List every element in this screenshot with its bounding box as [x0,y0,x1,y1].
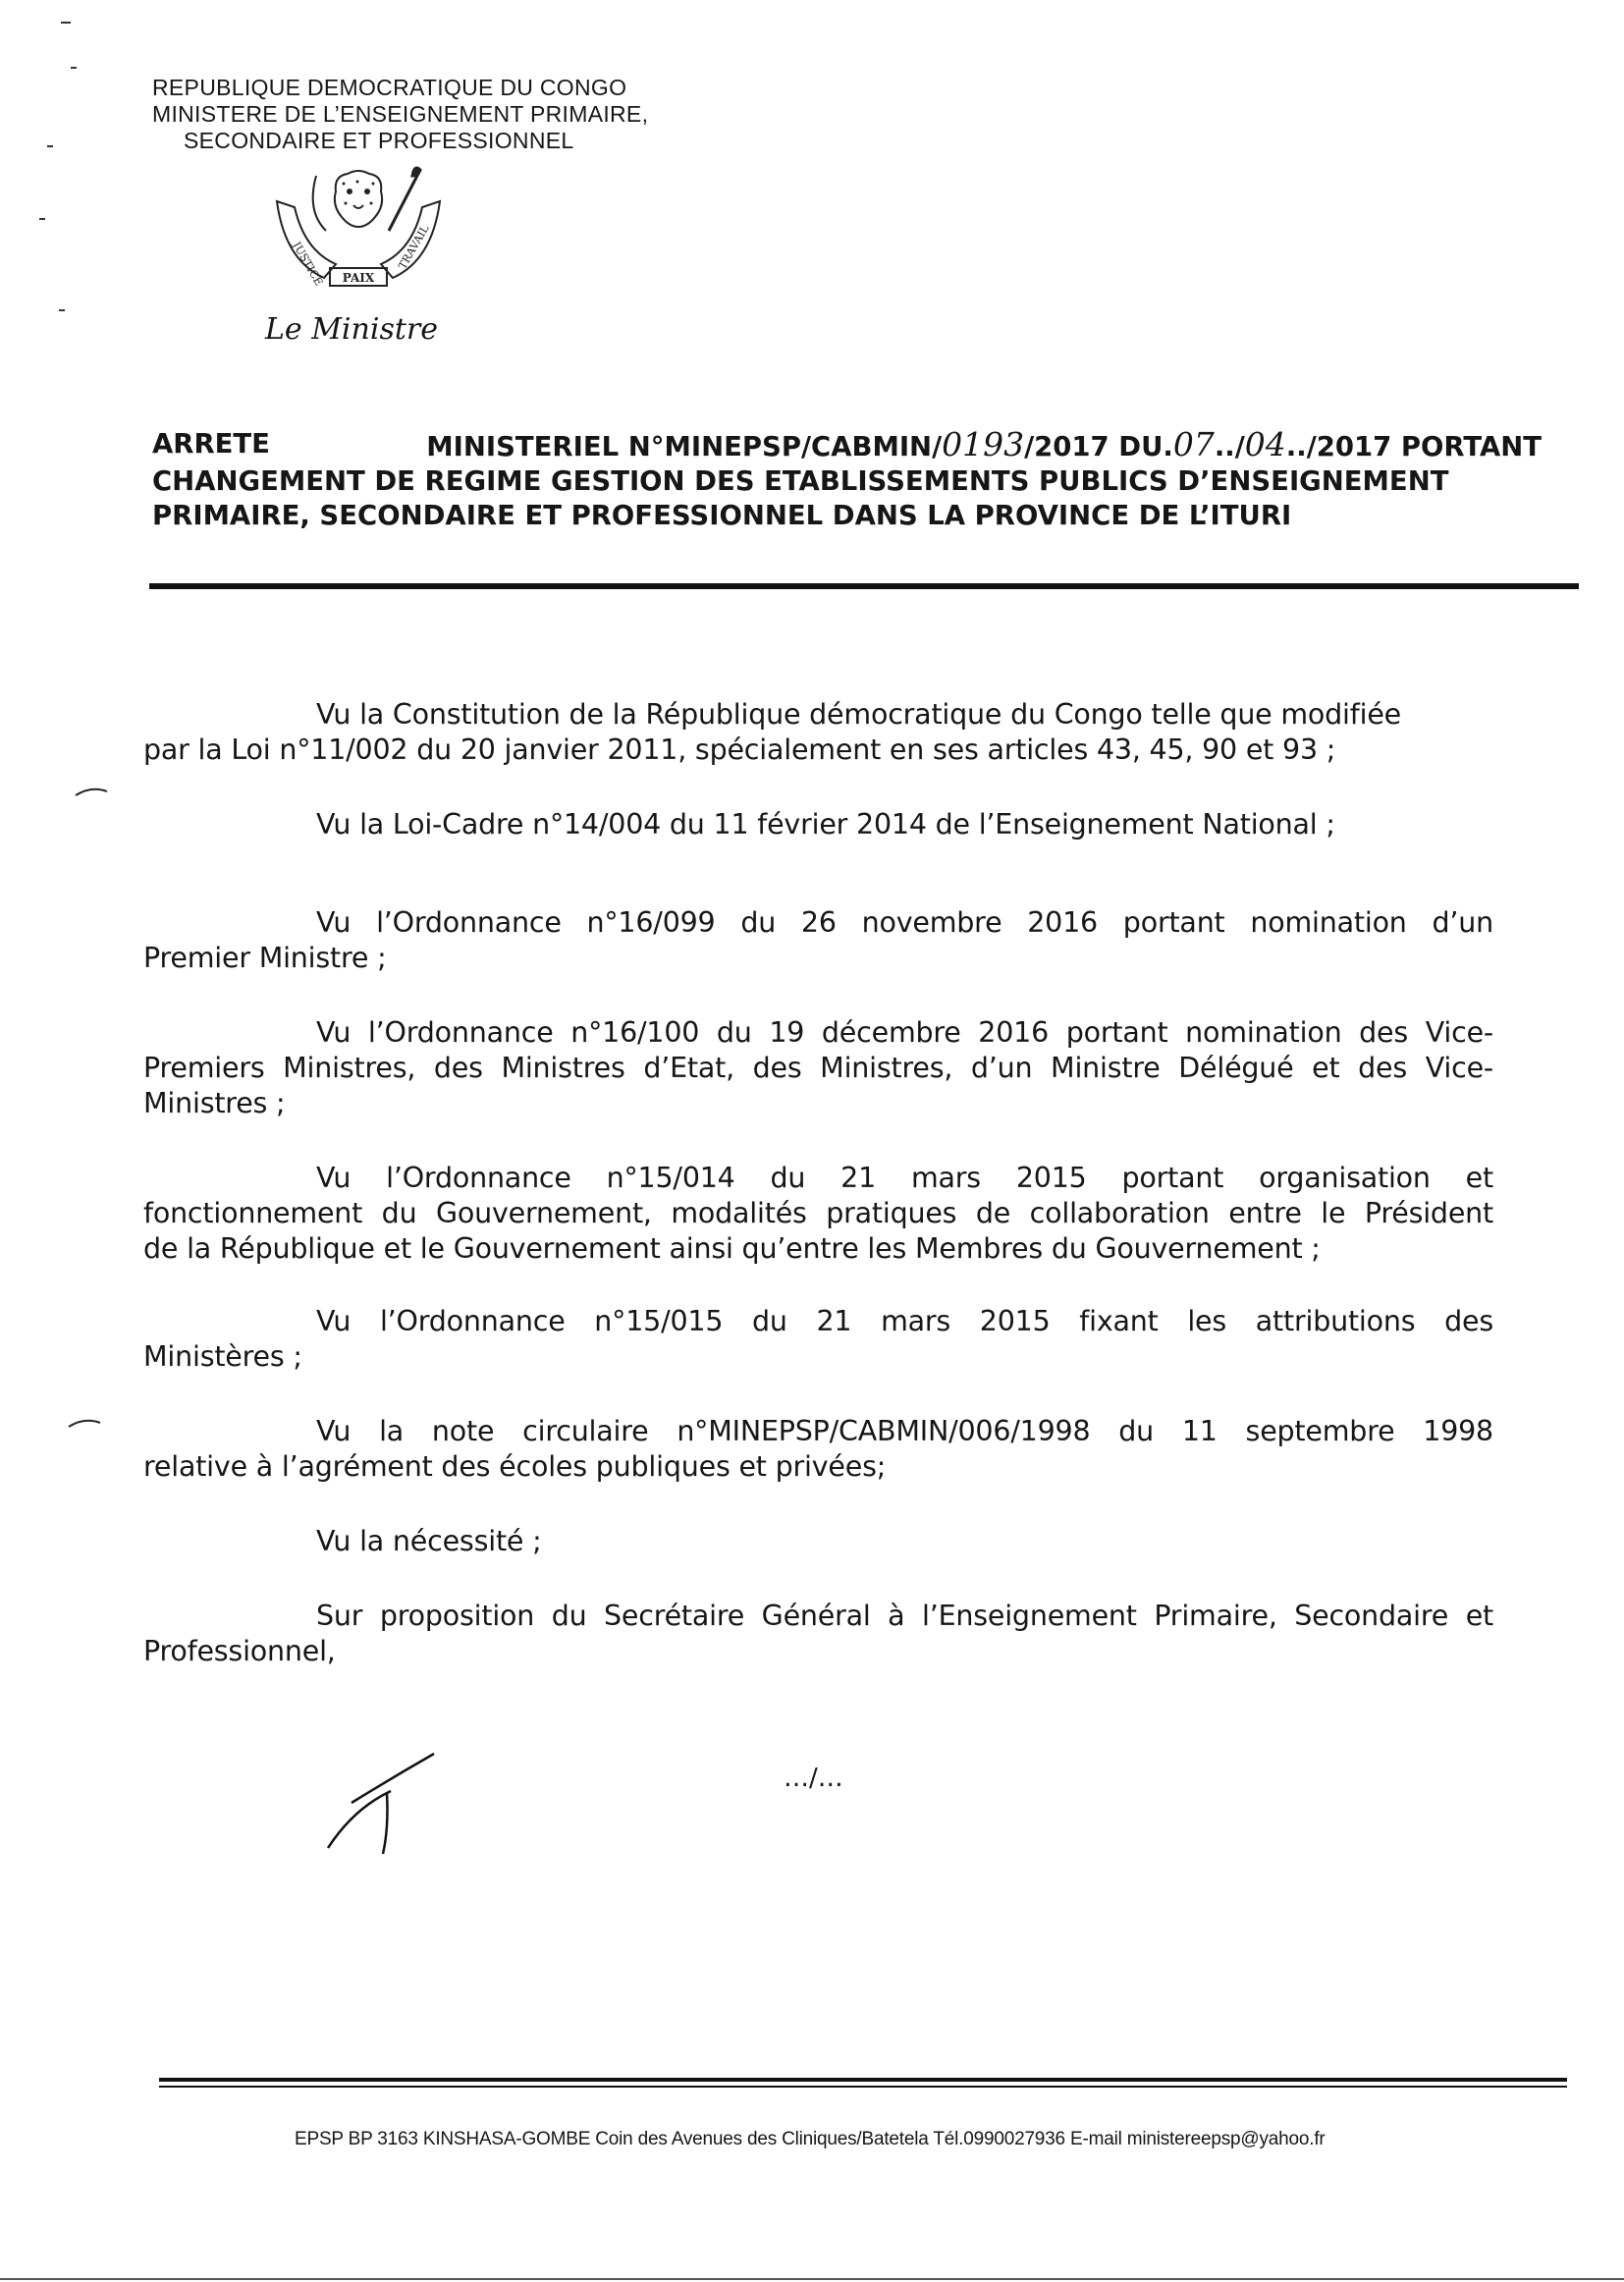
decree-title-line2: CHANGEMENT DE REGIME GESTION DES ETABLISSEMENTS PUBLICS D’ENSEIGNEMENT [152,465,1449,497]
decree-day-handwritten: 07 [1172,425,1215,463]
continuation-mark: …/… [784,1764,843,1793]
tusk-icon [313,176,326,231]
scan-edge-line [0,2278,1624,2280]
title-divider [149,583,1579,589]
considerant-loi-cadre: Vu la Loi-Cadre n°14/004 du 11 février 2014 de l’Enseignement National ; [316,808,1335,841]
title-part3: ../ [1214,431,1245,462]
footer-divider-thin [159,2086,1567,2088]
decree-title-line3: PRIMAIRE, SECONDAIRE ET PROFESSIONNEL DANS LA PROVINCE DE L’ITURI [152,500,1292,531]
decree-month-handwritten: 04 [1244,425,1286,463]
scan-speck [59,309,65,311]
considerant-note-circulaire: Vu la note circulaire n°MINEPSP/CABMIN/006/1998 du 11 septembre 1998 relative à l’agrément des écoles publiques et privées; [143,1415,1493,1483]
motto-travail: TRAVAIL [396,222,432,272]
title-prefix: ARRETE [152,428,270,460]
considerant-ordonnance-16-100: Vu l’Ordonnance n°16/100 du 19 décembre 2016 portant nomination des Vice- Premiers Ministres, des Ministres d’Etat, des Ministres, d’un Ministre Délégué et des Vice- Ministres ; [143,1016,1493,1119]
scan-mark [67,1417,102,1431]
country-name: REPUBLIQUE DEMOCRATIQUE DU CONGO [152,75,627,100]
coat-of-arms-emblem [265,162,452,309]
scan-speck [71,67,77,69]
ministry-name-continued: SECONDAIRE ET PROFESSIONNEL [184,128,574,153]
footer-divider [159,2078,1567,2082]
scan-speck [47,145,53,147]
handwritten-initials [314,1750,442,1858]
ministry-name: MINISTERE DE L’ENSEIGNEMENT PRIMAIRE, [152,101,649,127]
spear-icon [389,168,420,231]
scan-mark [74,786,109,799]
scan-speck [61,22,71,24]
decree-body [143,697,1493,1669]
title-part4: ../2017 PORTANT [1285,431,1542,462]
motto-justice: JUSTICE [290,240,326,289]
scan-speck [39,218,45,220]
proposition-secretaire-general: Sur proposition du Secrétaire Général à l’Enseignement Primaire, Secondaire et Professionnel, [143,1600,1493,1667]
considerant-constitution: Vu la Constitution de la République démocratique du Congo telle que modifiée par la Loi n°11/002 du 20 janvier 2011, spécialement en ses articles 43, 45, 90 et 93 ; [143,698,1401,766]
considerant-ordonnance-16-099: Vu l’Ordonnance n°16/099 du 26 novembre 2016 portant nomination d’un Premier Ministre ; [143,906,1493,974]
motto-paix: PAIX [342,271,375,285]
leopard-head-icon [335,171,382,227]
title-part2: /2017 DU. [1024,431,1173,462]
decree-number-handwritten: 0193 [942,425,1025,463]
letterhead [152,75,702,154]
signatory-title: Le Ministre [265,312,438,347]
footer-contact: EPSP BP 3163 KINSHASA-GOMBE Coin des Avenues des Cliniques/Batetela Tél.0990027936 E-mail ministereepsp@yahoo.fr [295,2129,1326,2149]
considerant-ordonnance-15-015: Vu l’Ordonnance n°15/015 du 21 mars 2015 fixant les attributions des Ministères ; [143,1305,1493,1373]
considerant-necessite: Vu la nécessité ; [316,1525,542,1557]
considerant-ordonnance-15-014: Vu l’Ordonnance n°15/014 du 21 mars 2015 portant organisation et fonctionnement du Gouvernement, modalités pratiques de collaboration entre le Président de la République et le Gouvernement ainsi qu’entre les Membres du Gouvernement ; [143,1162,1493,1265]
decree-title-line1 [152,427,1542,464]
decree-title [152,427,1542,533]
title-part1: MINISTERIEL N°MINEPSP/CABMIN/ [426,431,943,462]
